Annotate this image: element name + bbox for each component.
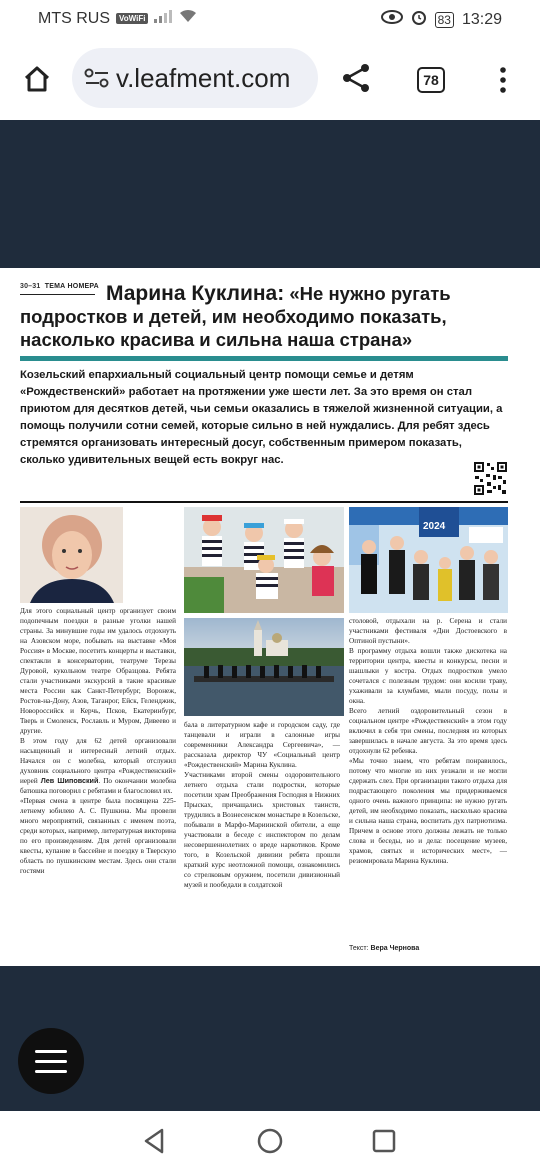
back-icon[interactable] <box>140 1127 168 1155</box>
home-circle-icon[interactable] <box>256 1127 284 1155</box>
tab-count: 78 <box>417 67 445 93</box>
eye-icon <box>381 10 403 29</box>
svg-text:2024: 2024 <box>423 521 446 532</box>
system-navigation-bar <box>0 1111 540 1170</box>
headline-name: Марина Куклина: <box>106 282 285 305</box>
author-credit: Текст: Вера Чернова <box>349 945 420 952</box>
section-label: 30–31 ТЕМА НОМЕРА <box>20 283 99 290</box>
magazine-page <box>0 268 540 966</box>
recents-icon[interactable] <box>370 1127 398 1155</box>
kids-sailor-photo <box>184 507 344 613</box>
wifi-icon <box>178 9 198 28</box>
browser-toolbar <box>0 38 540 120</box>
section-name: ТЕМА НОМЕРА <box>44 283 99 290</box>
menu-icon-line <box>35 1070 67 1073</box>
menu-icon-line <box>35 1060 67 1063</box>
share-icon[interactable] <box>338 60 374 96</box>
clock: 13:29 <box>461 10 502 28</box>
alarm-icon <box>411 9 427 30</box>
home-icon[interactable] <box>20 62 54 96</box>
article-column-3: столовой, отдыхали на р. Серена и стали участниками фестиваля «Дни Достоевского в Оптиной пустыни». В программу отдыха вошли также дискотека на территории центра, квесты и конкурсы, песни и шашлыки у костра. Отдых подростков умело сочетался с полезным трудом: они косили траву, ухаживали за клумбами, мыли посуду, полы и окна. Всего летний оздоровительный сезон в социальном центре «Рождественский» в этом году включил в себя три смены, последняя из которых завершилась в начале августа. За это время здесь отдохнули 62 ребенка. «Мы точно знаем, что ребятам понравилось, потому что многие из них уезжали и не могли сдержать слез. При организации такого отдыха для подрастающего поколения мы придерживаемся одного очень важного принципа: не нужно ругать детей, им необходимо показать, насколько красива и сильна наша страна, воспитать дух патриотизма. Причем в основе этого должны лежать не только слова и беседы, но и дела: посещение музеев, храмов, святых и исторических мест», — резюмировала Марина Куклина. <box>349 617 507 865</box>
menu-icon-line <box>35 1050 67 1053</box>
signal-icon <box>154 9 172 28</box>
article-column-2: бала в литературном кафе и городском саду, где танцевали и играли в салонные игры современники Александра Сергеевича», — рассказала директор ЧУ «Социальный центр «Рождественский» Марина Куклина. Участниками второй смены оздоровительного летнего отдыха стали подростки, которые посетили храм Преображения Господня в Нижних Прысках, причащались христовых таинств, трудились в Вознесенском монастыре в Козельске, побывали в Марфо-Мариинской обители, а еще участвовали в беседе с инспектором по делам несовершеннолетних о вреде наркотиков. Кроме того, в Козельской дивизии ребята прошли краткий курс неотложной помощи, ознакомились со стрелковым оружием, посетили дивизионный музей и пообедали в солдатской <box>184 721 340 889</box>
lead-divider <box>20 501 508 503</box>
battery-indicator: 83 <box>435 12 454 28</box>
article-headline <box>20 282 500 351</box>
priest-name: Лев Шиповский <box>40 776 99 785</box>
url-text: v.leafment.com <box>116 62 291 93</box>
headline-quote: «Не нужно ругать подростков и детей, им необходимо показать, насколько красива и сильна наша страна» <box>20 283 451 350</box>
lake-monastery-photo <box>184 618 344 716</box>
headline-divider <box>20 356 508 361</box>
article-column-1: Для этого социальный центр организует своим подопечным поездки в разные уголки нашей страны. За минувшие годы им удалось отдохнуть на Азовском море, побывать на выставке «Моя Россия» в Москве, посетить концерты и выставки, спектакли в консерватории, театруме Терезы Дуровой, кукольном театре Образцова. Ребята стали участниками экскурсий в такие красивые места России как Санкт-Петербург, Воронеж, Ростов-на-Дону, Азов, Таганрог, Ейск, Геленджик, Новороссийск и Керчь, Псков, Екатеринбург, Тверь и Смоленск, Рославль и Муром, Дивеево и другие. В этом году для 62 детей организовали насыщенный и интересный летний отдых. Начался он с молебна, который отслужил духовник социального центра «Рождественский» иерей Лев Шиповский. По окончании молебна батюшка поговорил с ребятами и благословил их. «Первая смена в центре была посвящена 225-летнему юбилею А. С. Пушкина. Мы провели много мероприятий, связанных с именем поэта, среди которых, например, литературная викторина по его произведениям. Для детей организовали квесты, купание в бассейне и поездку в Тверскую область по пушкинским местам. Здесь они стали гостями <box>20 607 177 875</box>
article-lead: Козельский епархиальный социальный центр помощи семье и детям «Рождественский» работает на протяжении уже шести лет. За это время он стал приютом для десятков детей, чьи семьи оказались в тяжелой жизненной ситуации, а помощь получили сотни семей, которые сильно в ней нуждались. Для ребят здесь стремятся организовать интересный досуг, собственным примером показать, сколько удивительных вещей есть вокруг нас. <box>20 369 503 466</box>
tab-switcher-button[interactable] <box>415 65 447 95</box>
page-background-bottom <box>0 966 540 1111</box>
status-bar <box>0 0 540 38</box>
page-background-top <box>0 120 540 268</box>
author-name: Вера Чернова <box>370 945 420 952</box>
vowifi-badge: VoWiFi <box>116 13 148 24</box>
portrait-photo <box>20 507 123 603</box>
menu-button[interactable] <box>18 1028 84 1094</box>
site-settings-icon[interactable] <box>84 67 110 89</box>
carrier-name: MTS RUS <box>38 9 110 27</box>
address-bar[interactable] <box>72 48 318 108</box>
more-icon[interactable] <box>492 64 514 96</box>
festival-group-photo <box>349 507 508 613</box>
qr-code-icon <box>473 461 508 496</box>
